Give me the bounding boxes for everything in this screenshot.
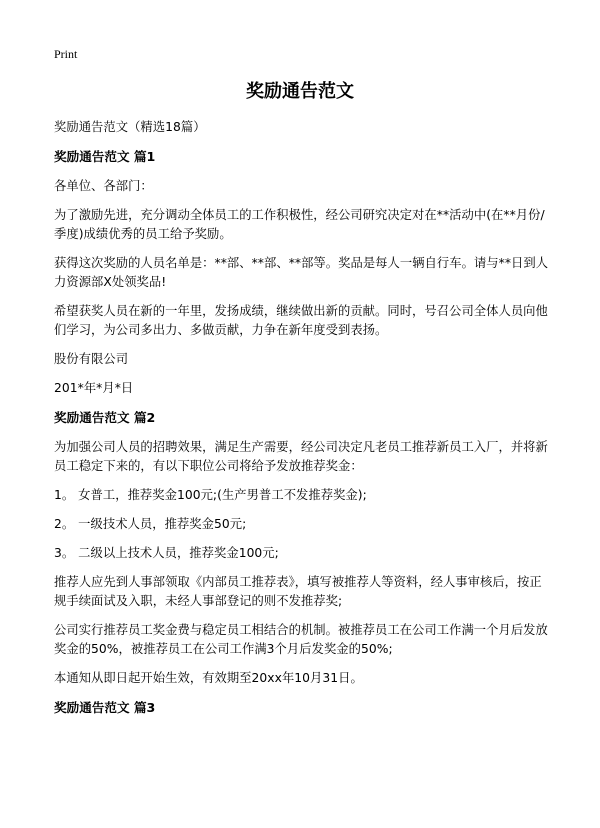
paragraph: 3。 二级以上技术人员，推荐奖金100元; <box>54 546 279 560</box>
paragraph: 1。 女普工，推荐奖金100元;(生产男普工不发推荐奖金); <box>54 488 367 502</box>
paragraph: 2。 一级技术人员，推荐奖金50元; <box>54 517 247 531</box>
paragraph: 获得这次奖励的人员名单是：**部、**部、**部等。奖品是每人一辆自行车。请与**日到人力资源部X处领奖品! <box>54 256 549 289</box>
paragraph: 公司实行推荐员工奖金费与稳定员工相结合的机制。被推荐员工在公司工作满一个月后发放奖金的50%，被推荐员工在公司工作满3个月后发奖金的50%; <box>54 623 548 656</box>
section-heading-2: 奖励通告范文 篇2 <box>54 410 156 425</box>
paragraph: 各单位、各部门： <box>54 179 153 193</box>
print-label: Print <box>54 47 78 61</box>
document-subtitle: 奖励通告范文（精选18篇） <box>54 120 206 134</box>
page-title: 奖励通告范文 <box>246 81 354 102</box>
paragraph: 推荐人应先到人事部领取《内部员工推荐表》，填写被推荐人等资料，经人事审核后，按正规手续面试及入职，未经人事部登记的则不发推荐奖; <box>54 575 542 608</box>
section-heading-1: 奖励通告范文 篇1 <box>54 149 156 164</box>
paragraph: 希望获奖人员在新的一年里，发扬成绩，继续做出新的贡献。同时，号召公司全体人员向他们学习，为公司多出力、多做贡献，力争在新年度受到表扬。 <box>54 304 548 337</box>
paragraph: 201*年*月*日 <box>54 381 134 395</box>
paragraph: 为了激励先进，充分调动全体员工的工作积极性，经公司研究决定对在**活动中(在**月份/季度)成绩优秀的员工给予奖励。 <box>54 208 545 241</box>
document-body <box>54 118 554 728</box>
paragraph: 股份有限公司 <box>54 352 129 366</box>
paragraph: 为加强公司人员的招聘效果，满足生产需要，经公司决定凡老员工推荐新员工入厂，并将新员工稳定下来的，有以下职位公司将给予发放推荐奖金： <box>54 440 548 473</box>
paragraph: 本通知从即日起开始生效，有效期至20xx年10月31日。 <box>54 671 363 685</box>
section-heading-3: 奖励通告范文 篇3 <box>54 700 156 715</box>
